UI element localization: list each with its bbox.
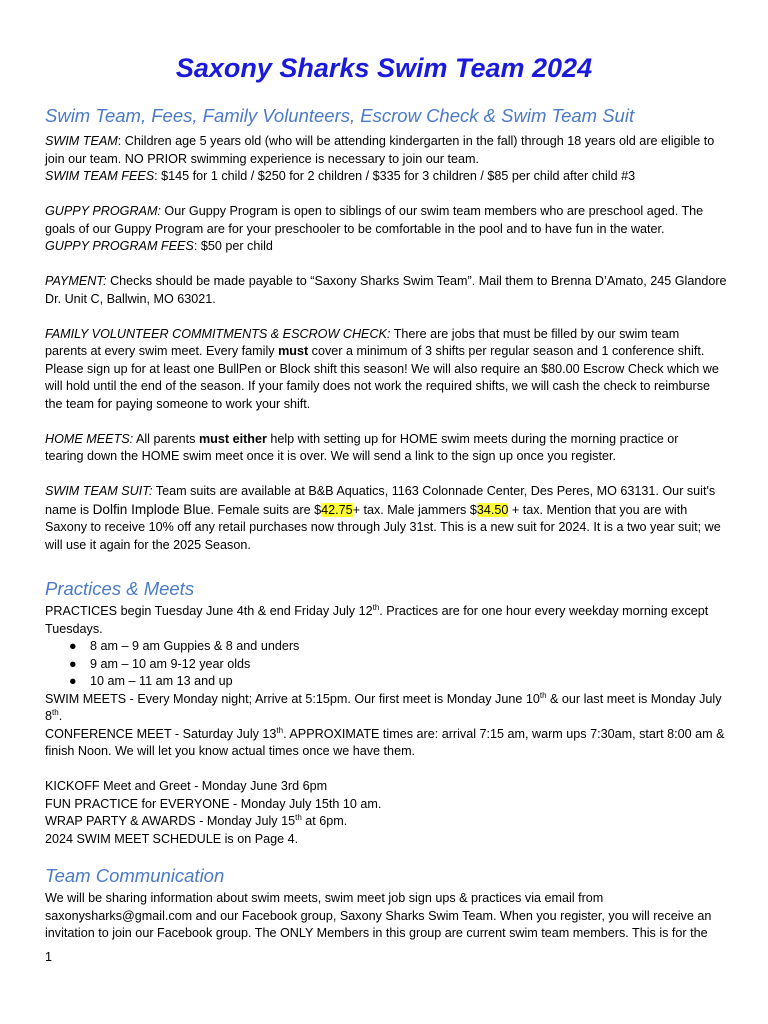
fun-practice-line: FUN PRACTICE for EVERYONE - Monday July 15th 10 am. (45, 796, 382, 811)
list-item (45, 656, 735, 674)
swim-team-fees-text: : $145 for 1 child / $250 for 2 children / $335 for 3 children / $85 per child after child #3 (154, 169, 636, 183)
communication-line-1: We will be sharing information about swim meets, swim meet job sign ups & practices via email from (45, 891, 604, 905)
document-title: Saxony Sharks Swim Team 2024 (175, 53, 593, 83)
schedule-item-text: 10 am – 11 am 13 and up (90, 674, 233, 688)
section-practices-body (45, 603, 735, 848)
practice-schedule-list (45, 638, 735, 691)
section-communication-body (45, 890, 735, 943)
male-jammer-price: 34.50 (476, 502, 509, 517)
home-meets-line-2: tearing down the HOME swim meet once it is over. We will send a link to the sign up once you register. (45, 449, 616, 463)
conference-line-2: finish Noon. We will let you know actual times once we have them. (45, 744, 416, 758)
payment-text-1: Checks should be made payable to “Saxony Sharks Swim Team”. Mail them to Brenna D’Amato, 245 Glandore (106, 274, 727, 288)
section-heading-practices: Practices & Meets (45, 578, 195, 599)
volunteer-line-2b: cover a minimum of 3 shifts per regular season and 1 conference shift. (308, 344, 705, 358)
swim-team-line-1 (45, 133, 735, 151)
volunteer-line-3: Please sign up for at least one BullPen or Block shift this season! We will also require an $80.00 Escrow Check which we (45, 361, 719, 376)
volunteer-line-1 (45, 326, 735, 344)
volunteer-text-1: There are jobs that must be filled by our swim team (390, 326, 680, 341)
practices-line-2: Tuesdays. (45, 621, 103, 636)
female-suit-price: 42.75 (321, 502, 353, 517)
section-fees-body (45, 133, 735, 554)
suit-line-2b: . Female suits are $ (210, 502, 322, 517)
swim-meets-text-a: SWIM MEETS - Every Monday night; Arrive at 5:15pm. Our first meet is Monday June 10 (45, 691, 540, 706)
list-item (45, 638, 735, 656)
suit-name: Dolfin Implode Blue (92, 501, 211, 517)
swim-meets-end: . (58, 709, 63, 723)
wrap-party-text-b: at 6pm. (301, 814, 348, 828)
suit-line-2 (45, 501, 735, 520)
wrap-party-text-a: WRAP PARTY & AWARDS - Monday July 15 (45, 814, 296, 828)
guppy-line-1 (45, 203, 735, 221)
payment-label: PAYMENT: (45, 274, 107, 288)
section-heading-fees: Swim Team, Fees, Family Volunteers, Escrow Check & Swim Team Suit (45, 105, 635, 126)
practices-text-b: . Practices are for one hour every weekday morning except (379, 604, 709, 618)
suit-line-4: will use it again for the 2025 Season. (45, 537, 251, 552)
swim-meets-line-2 (45, 708, 735, 726)
volunteer-label: FAMILY VOLUNTEER COMMITMENTS & ESCROW CHECK: (45, 326, 391, 341)
suit-text-1: Team suits are available at B&B Aquatics, 1163 Colonnade Center, Des Peres, MO 63131. Our suit's (152, 484, 716, 498)
conference-text-a: CONFERENCE MEET - Saturday July 13 (45, 726, 277, 741)
wrap-party-line (45, 813, 735, 831)
home-meets-text-a: All parents (133, 431, 199, 446)
swim-team-fees-line (45, 168, 735, 186)
conference-line-1 (45, 726, 735, 744)
guppy-fees-line (45, 238, 735, 256)
home-meets-line-1 (45, 431, 735, 449)
home-meets-label: HOME MEETS: (45, 431, 134, 446)
guppy-text-1: Our Guppy Program is open to siblings of our swim team members who are preschool aged. The (160, 204, 704, 218)
swim-meets-sup-2: th (52, 707, 59, 717)
schedule-item-text: 9 am – 10 am 9-12 year olds (90, 656, 251, 671)
suit-line-2c: + tax. Male jammers $ (352, 502, 477, 517)
swim-team-label: SWIM TEAM (45, 134, 118, 148)
practices-line-1 (45, 603, 735, 621)
suit-line-2d: + tax. Mention that you are with (508, 502, 688, 517)
schedule-item-text: 8 am – 9 am Guppies & 8 and unders (90, 639, 300, 653)
guppy-text-2: goals of our Guppy Program are for your preschooler to be comfortable in the pool and to have fun in the water. (45, 221, 665, 236)
swim-meets-sup-1: th (539, 690, 547, 700)
suit-line-2a: name is (45, 502, 93, 517)
communication-line-3: invitation to join our Facebook group. The ONLY Members in this group are current swim team members. This is for the (45, 926, 708, 940)
bullet-icon: ● (69, 639, 77, 653)
guppy-fees-label: GUPPY PROGRAM FEES (45, 239, 194, 253)
home-meets-text-b: help with setting up for HOME swim meets during the morning practice or (266, 431, 679, 446)
practices-text-a: PRACTICES begin Tuesday June 4th & end Friday July 12 (45, 604, 373, 618)
kickoff-line: KICKOFF Meet and Greet - Monday June 3rd 6pm (45, 779, 328, 793)
suit-line-1 (45, 483, 735, 501)
page-number: 1 (45, 950, 53, 964)
bullet-icon: ● (69, 656, 77, 671)
wrap-party-sup: th (295, 812, 302, 822)
swim-team-text-1: : Children age 5 years old (who will be attending kindergarten in the fall) through 18 years old are eligible to (117, 134, 715, 148)
swim-team-fees-label: SWIM TEAM FEES (45, 169, 155, 183)
payment-line-1 (45, 273, 735, 291)
list-item (45, 673, 735, 691)
swim-team-text-2: join our team. NO PRIOR swimming experience is necessary to join our team. (45, 151, 479, 166)
communication-line-2: saxonysharks@gmail.com and our Facebook group, Saxony Sharks Swim Team. When you register, you will receive an (45, 908, 712, 923)
suit-line-3: Saxony to receive 10% off any retail purchases now through July 31st. This is a new suit for 2024. It is a two year suit; we (45, 520, 721, 534)
payment-text-2: Dr. Unit C, Ballwin, MO 63021. (45, 291, 216, 306)
volunteer-line-2 (45, 343, 735, 361)
swim-meets-line-1 (45, 691, 735, 709)
volunteer-line-2a: parents at every swim meet. Every family (45, 344, 279, 358)
conference-sup: th (276, 725, 284, 735)
suit-label: SWIM TEAM SUIT: (45, 484, 153, 498)
practices-sup: th (372, 602, 380, 612)
guppy-label: GUPPY PROGRAM: (45, 204, 161, 218)
section-heading-communication: Team Communication (45, 865, 225, 886)
schedule-note-line: 2024 SWIM MEET SCHEDULE is on Page 4. (45, 831, 299, 846)
swim-meets-day: 8 (45, 709, 53, 723)
volunteer-line-5: the team for paying someone to work your shift. (45, 396, 311, 411)
guppy-fees-text: : $50 per child (193, 239, 273, 253)
swim-meets-text-b: & our last meet is Monday July (546, 691, 722, 706)
conference-text-b: . APPROXIMATE times are: arrival 7:15 am, warm ups 7:30am, start 8:00 am & (283, 726, 725, 741)
home-meets-must-either: must either (198, 431, 267, 446)
volunteer-must: must (278, 344, 309, 358)
bullet-icon: ● (69, 674, 77, 688)
volunteer-line-4: will hold until the end of the season. If your family does not work the required shifts, we will cash the check to reimburse (45, 379, 710, 393)
